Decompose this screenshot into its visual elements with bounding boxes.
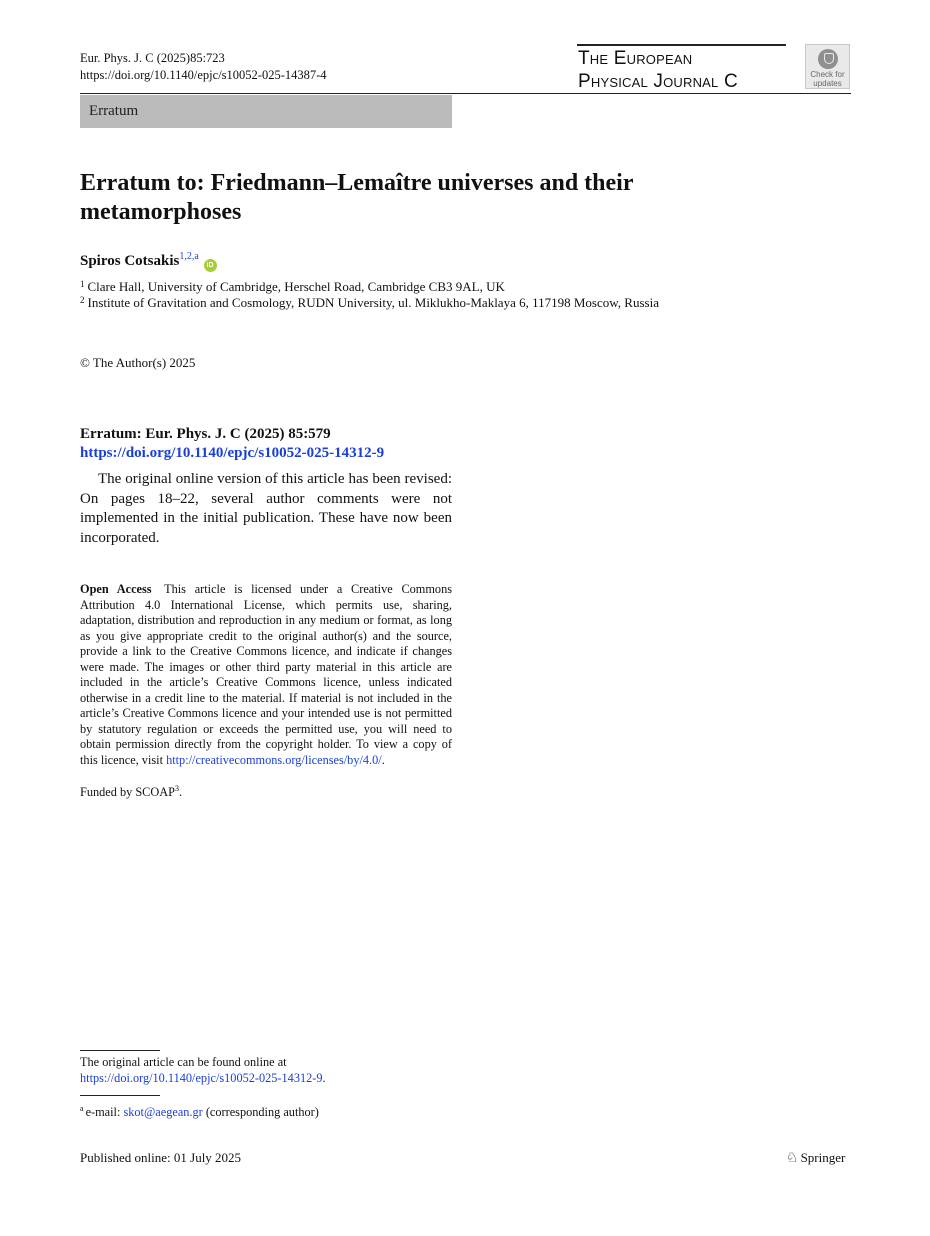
funding-note: Funded by SCOAP$^3$. bbox=[80, 784, 183, 799]
affiliation-number: 2 bbox=[80, 295, 85, 305]
journal-logo bbox=[577, 44, 786, 94]
publisher-name: Springer bbox=[800, 1150, 846, 1165]
open-access-text: This article is licensed under a Creative Commons Attribution 4.0 International License, which permits use, sharing, adaptation, distribution and reproduction in any medium or format, as long as you give appropriate credit to the original author(s) and the source, provide a link to the Creative Commons licence, and indicate if changes were made. The images or other third party material in this article are included in the article’s Creative Commons licence, unless indicated otherwise in a credit line to the material. If material is not included in the article’s Creative Commons licence and your intended use is not permitted by statutory regulation or exceeds the permitted use, you will need to obtain permission directly from the copyright holder. To view a copy of this licence, visit bbox=[80, 582, 453, 767]
author-affiliation-marks[interactable]: 1,2,a bbox=[179, 251, 199, 262]
orcid-icon[interactable]: iD bbox=[204, 259, 217, 272]
email-prefix: e-mail: bbox=[85, 1105, 121, 1119]
affiliation-text: Institute of Gravitation and Cosmology, RUDN University, ul. Miklukho-Maklaya 6, 117198 Moscow, Russia bbox=[87, 295, 659, 310]
springer-horse-icon: ♘ bbox=[786, 1150, 799, 1166]
footnote-divider bbox=[80, 1050, 160, 1051]
bookmark-icon bbox=[818, 49, 838, 69]
author-line bbox=[80, 251, 217, 272]
affiliation-text: Clare Hall, University of Cambridge, Herschel Road, Cambridge CB3 9AL, UK bbox=[87, 279, 505, 294]
check-for-updates-button[interactable] bbox=[805, 44, 850, 89]
journal-citation: Eur. Phys. J. C (2025)85:723 bbox=[80, 51, 225, 65]
check-updates-line1: Check for bbox=[810, 70, 845, 79]
footnote-divider-2 bbox=[80, 1095, 160, 1096]
email-suffix: (corresponding author) bbox=[205, 1105, 319, 1119]
erratum-doi-link[interactable]: https://doi.org/10.1140/epjc/s10052-025-14312-9 bbox=[80, 445, 385, 461]
original-article-footnote: The original article can be found online at https://doi.org/10.1140/epjc/s10052-025-14312-9. bbox=[80, 1055, 326, 1085]
publisher-logo bbox=[786, 1150, 845, 1166]
copyright-notice: © The Author(s) 2025 bbox=[80, 355, 196, 370]
author-name: Spiros Cotsakis bbox=[80, 253, 180, 269]
erratum-citation: Erratum: Eur. Phys. J. C (2025) 85:579 bbox=[80, 426, 331, 442]
journal-name-line2: Physical Journal C bbox=[578, 71, 738, 92]
email-marker: a bbox=[80, 1104, 84, 1113]
affiliation-2 bbox=[80, 292, 659, 311]
published-date: Published online: 01 July 2025 bbox=[80, 1150, 242, 1165]
funding-text: Funded by SCOAP bbox=[80, 785, 175, 799]
email-footnote bbox=[80, 1104, 319, 1120]
journal-name-line1: The European bbox=[578, 48, 693, 69]
open-access-notice: Open Access This article is licensed under a Creative Commons Attribution 4.0 International License, which permits use, sharing, adaptation, distribution and reproduction in any medium or format, as long as you give appropriate credit to the original author(s) and the source, provide a link to the Creative Commons licence, and indicate if changes were made. The images or other third party material in this article are included in the article’s Creative Commons licence, unless indicated otherwise in a credit line to the material. If material is not included in the article’s Creative Commons licence and your intended use is not permitted by statutory regulation or exceeds the permitted use, you will need to obtain permission directly from the copyright holder. To view a copy of this licence, visit http://creativecommons.org/licenses/by/4.0/. bbox=[80, 582, 453, 767]
article-title: Erratum to: Friedmann–Lemaître universes and their metamorphoses bbox=[80, 170, 634, 225]
section-label-bar bbox=[80, 95, 452, 128]
article-doi: https://doi.org/10.1140/epjc/s10052-025-14387-4 bbox=[80, 68, 327, 82]
affiliation-number: 1 bbox=[80, 279, 85, 289]
running-header bbox=[80, 50, 327, 84]
erratum-body: The original online version of this article has been revised: On pages 18–22, several author comments were not implemented in the initial publication. These have now been incorporated. bbox=[80, 471, 452, 546]
section-label: Erratum bbox=[89, 103, 139, 119]
license-link[interactable]: http://creativecommons.org/licenses/by/4.0/ bbox=[166, 752, 382, 767]
check-updates-line2: updates bbox=[813, 78, 842, 88]
original-article-prefix: The original article can be found online at bbox=[80, 1055, 287, 1069]
funding-sup: 3 bbox=[174, 784, 179, 793]
original-article-link[interactable]: https://doi.org/10.1140/epjc/s10052-025-14312-9 bbox=[80, 1070, 323, 1085]
email-link[interactable]: skot@aegean.gr bbox=[123, 1105, 203, 1119]
open-access-heading: Open Access bbox=[80, 582, 152, 596]
header-divider bbox=[80, 93, 851, 94]
